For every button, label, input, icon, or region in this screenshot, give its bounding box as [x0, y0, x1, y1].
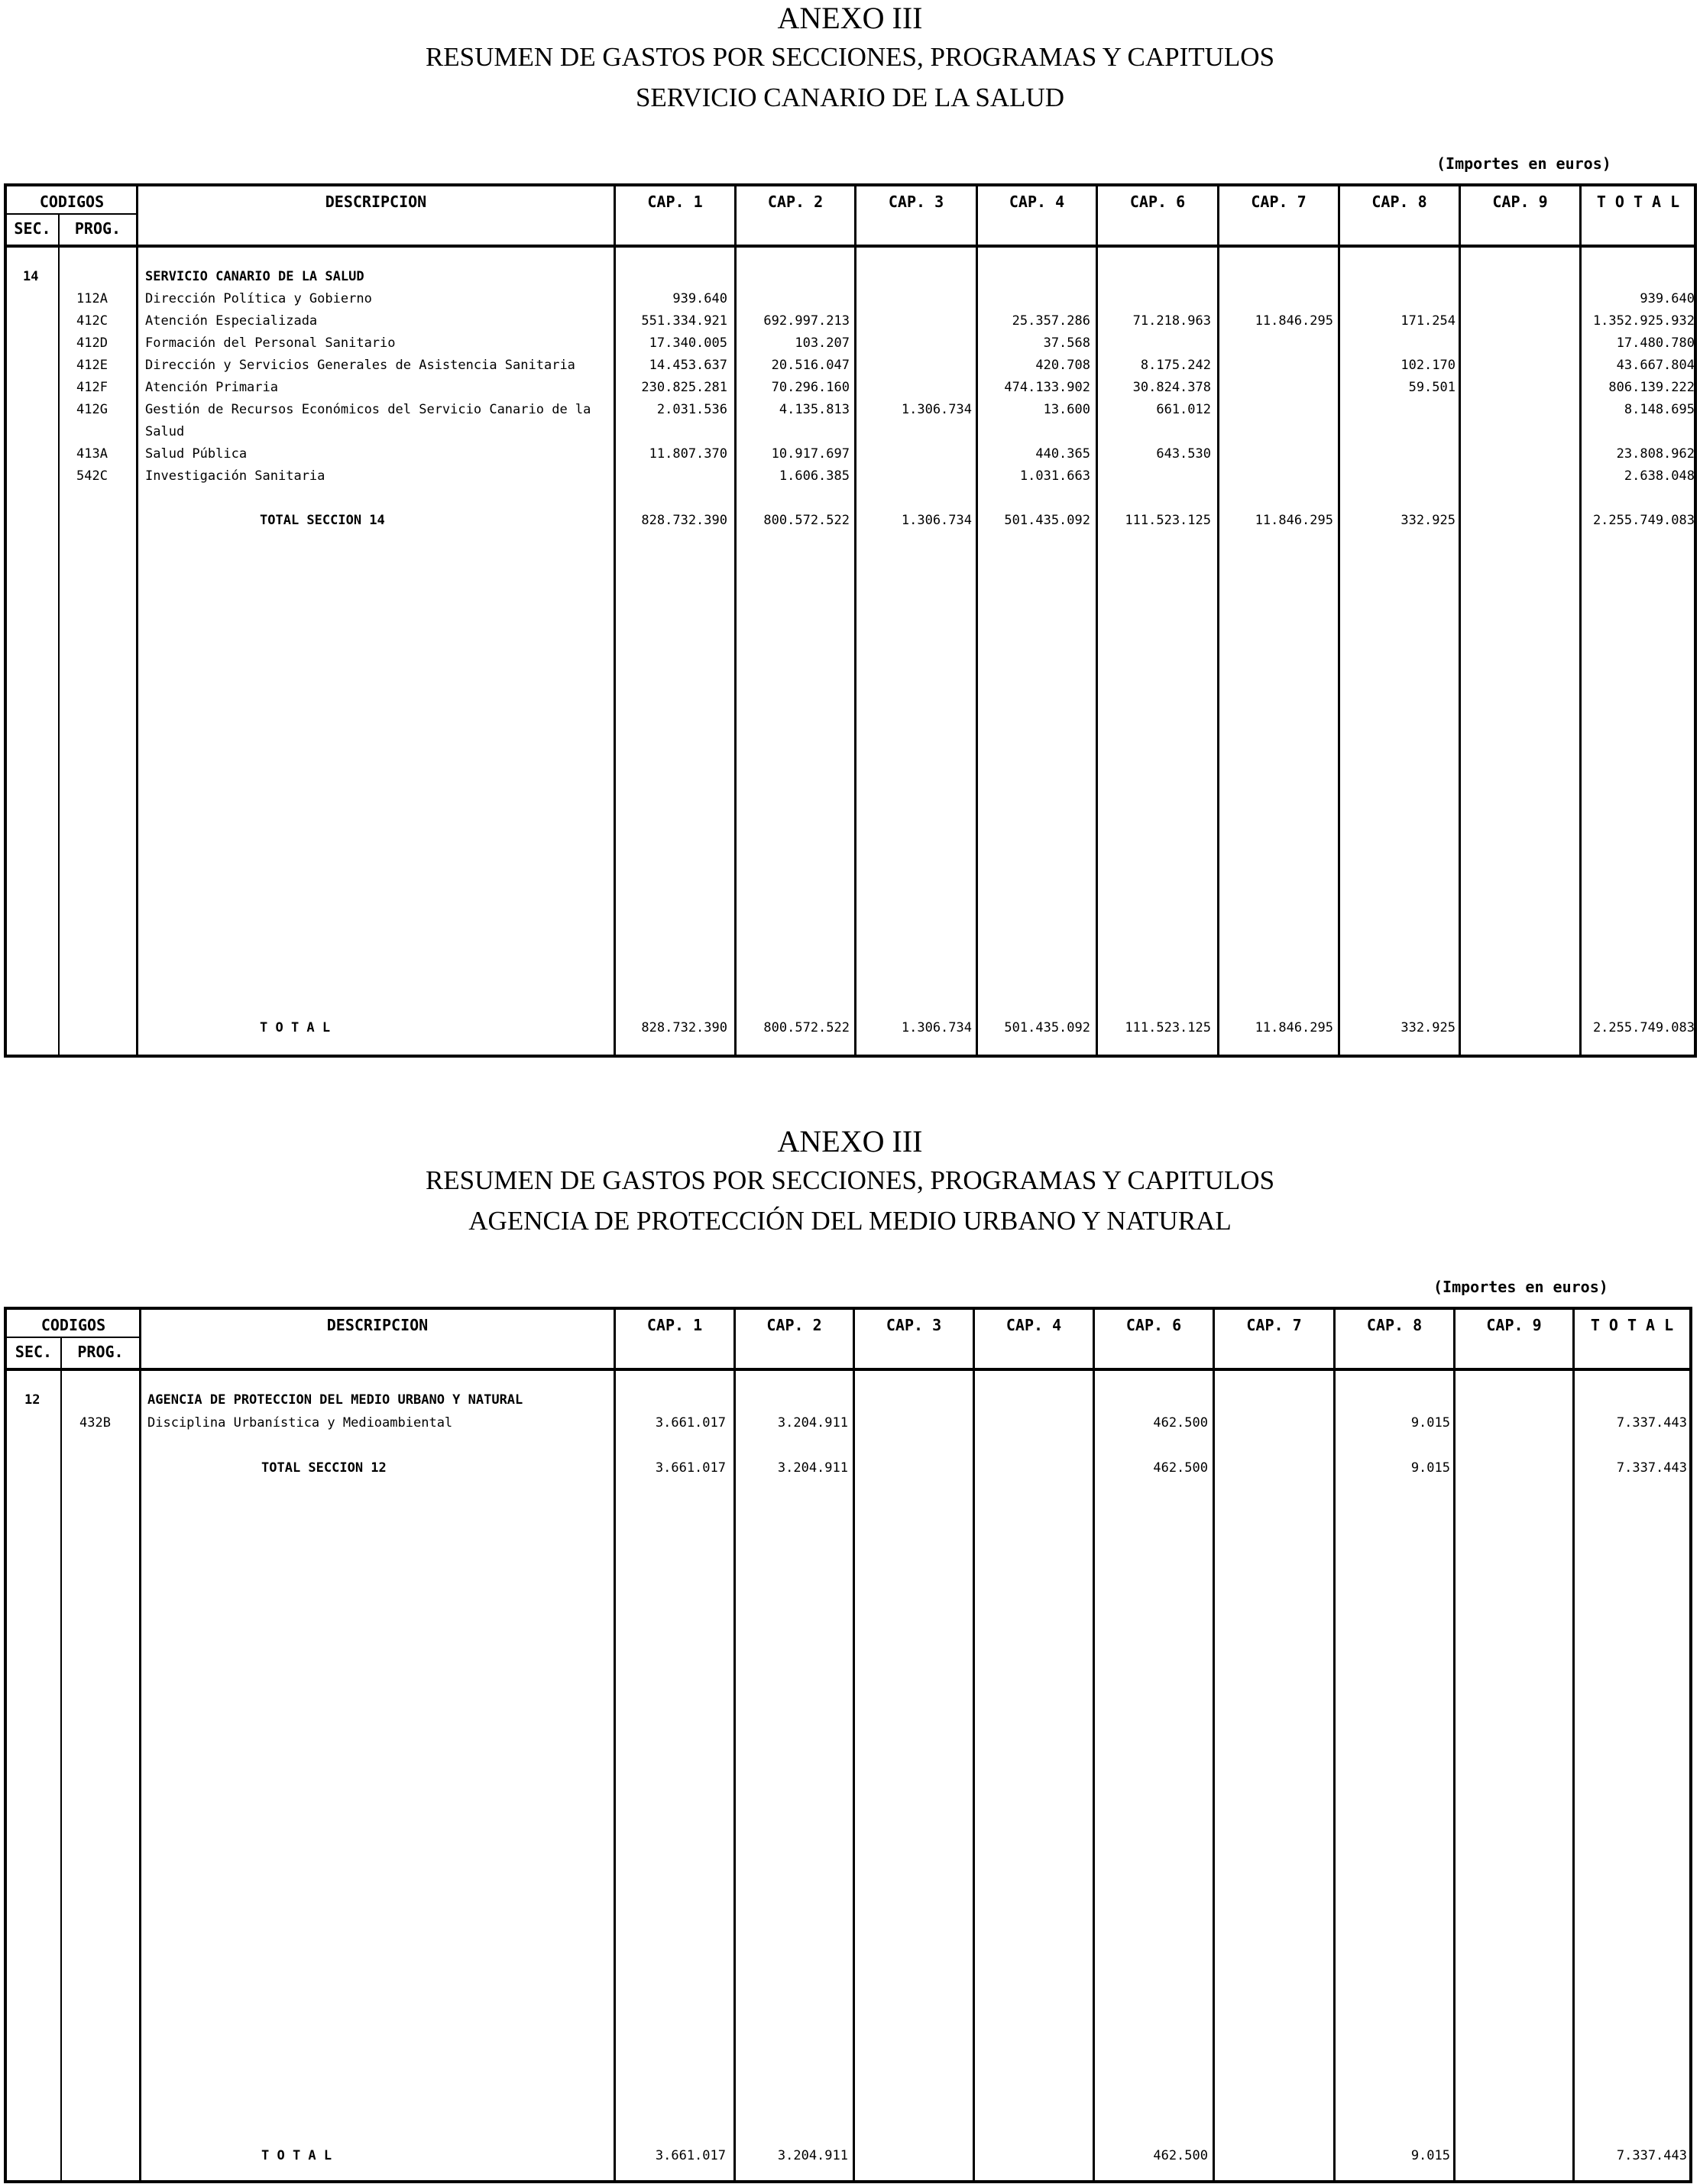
header-cap8: CAP. 8: [1371, 193, 1427, 211]
header-cap6: CAP. 6: [1125, 1316, 1182, 1334]
row-prog-code: 412F: [76, 380, 108, 395]
table-frame: [4, 1307, 1692, 2183]
row-cap1-value: 3.661.017: [655, 1415, 726, 1431]
row-cap1-value: 17.340.005: [649, 335, 727, 351]
grand-total-cap7-value: 11.846.295: [1255, 1020, 1333, 1035]
annex-table-block: [0, 0, 1700, 1070]
row-cap6-value: 643.530: [1156, 446, 1211, 462]
header-cap8: CAP. 8: [1366, 1316, 1423, 1334]
section-name: AGENCIA DE PROTECCION DEL MEDIO URBANO Y NATURAL: [147, 1392, 523, 1408]
row-cap2-value: 70.296.160: [771, 380, 850, 395]
grand-total-cap2-value: 3.204.911: [777, 2148, 848, 2163]
row-cap2-value: 1.606.385: [779, 468, 850, 484]
row-cap1-value: 11.807.370: [649, 446, 727, 462]
row-description: Dirección y Servicios Generales de Asistencia Sanitaria: [145, 358, 575, 373]
row-description: Investigación Sanitaria: [145, 468, 325, 484]
header-descripcion: DESCRIPCION: [325, 193, 427, 211]
header-cap2: CAP. 2: [766, 1316, 822, 1334]
section-total-cap2-value: 3.204.911: [777, 1460, 848, 1476]
grand-total-cap8-value: 9.015: [1410, 2148, 1450, 2163]
section-total-cap8-value: 332.925: [1400, 513, 1456, 528]
grand-total-cap4-value: 501.435.092: [1004, 1020, 1090, 1035]
row-prog-code: 412E: [76, 358, 108, 373]
annex-title: ANEXO III: [777, 1, 923, 35]
header-total: T O T A L: [1596, 193, 1680, 211]
row-description: Formación del Personal Sanitario: [145, 335, 396, 351]
row-cap4-value: 474.133.902: [1004, 380, 1090, 395]
row-description: Salud Pública: [145, 446, 248, 462]
header-cap9: CAP. 9: [1486, 1316, 1542, 1334]
row-cap4-value: 420.708: [1035, 358, 1090, 373]
row-prog-code: 432B: [79, 1415, 111, 1431]
section-total-cap1-value: 828.732.390: [641, 513, 727, 528]
report-subtitle: RESUMEN DE GASTOS POR SECCIONES, PROGRAMAS Y CAPITULOS: [425, 42, 1275, 72]
row-cap2-value: 692.997.213: [763, 313, 850, 329]
row-prog-code: 112A: [76, 291, 108, 306]
header-prog: PROG.: [77, 1343, 124, 1361]
section-total-cap6-value: 462.500: [1153, 1460, 1208, 1476]
section-total-total-value: 7.337.443: [1616, 1460, 1687, 1476]
row-total-value: 7.337.443: [1616, 1415, 1687, 1431]
grand-total-cap3-value: 1.306.734: [901, 1020, 972, 1035]
header-cap7: CAP. 7: [1251, 193, 1307, 211]
section-total-cap3-value: 1.306.734: [901, 513, 972, 528]
section-total-label: TOTAL SECCION 14: [260, 513, 385, 528]
header-sec: SEC.: [15, 1343, 53, 1361]
row-cap8-value: 9.015: [1410, 1415, 1450, 1431]
grand-total-label: T O T A L: [260, 1020, 331, 1035]
row-total-value: 2.638.048: [1624, 468, 1695, 484]
section-total-cap2-value: 800.572.522: [763, 513, 850, 528]
grand-total-cap1-value: 828.732.390: [641, 1020, 727, 1035]
grand-total-cap6-value: 111.523.125: [1125, 1020, 1211, 1035]
row-cap1-value: 551.334.921: [641, 313, 727, 329]
row-cap1-value: 14.453.637: [649, 358, 727, 373]
row-prog-code: 412C: [76, 313, 108, 329]
header-cap3: CAP. 3: [888, 193, 944, 211]
header-descripcion: DESCRIPCION: [326, 1316, 429, 1334]
row-prog-code: 542C: [76, 468, 108, 484]
header-cap7: CAP. 7: [1246, 1316, 1302, 1334]
entity-title: SERVICIO CANARIO DE LA SALUD: [635, 83, 1065, 112]
row-cap1-value: 939.640: [672, 291, 727, 306]
row-cap4-value: 1.031.663: [1019, 468, 1090, 484]
row-cap6-value: 8.175.242: [1140, 358, 1211, 373]
row-cap4-value: 37.568: [1043, 335, 1090, 351]
section-total-cap6-value: 111.523.125: [1125, 513, 1211, 528]
section-total-cap4-value: 501.435.092: [1004, 513, 1090, 528]
section-total-cap1-value: 3.661.017: [655, 1460, 726, 1476]
row-cap3-value: 1.306.734: [901, 402, 972, 417]
grand-total-cap2-value: 800.572.522: [763, 1020, 850, 1035]
row-cap6-value: 462.500: [1153, 1415, 1208, 1431]
row-total-value: 1.352.925.932: [1592, 313, 1695, 329]
section-total-total-value: 2.255.749.083: [1592, 513, 1695, 528]
row-total-value: 806.139.222: [1608, 380, 1695, 395]
annex-title: ANEXO III: [777, 1124, 923, 1158]
row-total-value: 8.148.695: [1624, 402, 1695, 417]
entity-title: AGENCIA DE PROTECCIÓN DEL MEDIO URBANO Y NATURAL: [468, 1206, 1232, 1236]
row-cap8-value: 59.501: [1408, 380, 1456, 395]
row-total-value: 939.640: [1640, 291, 1695, 306]
row-cap6-value: 71.218.963: [1132, 313, 1211, 329]
section-total-cap8-value: 9.015: [1410, 1460, 1450, 1476]
section-name: SERVICIO CANARIO DE LA SALUD: [145, 269, 364, 284]
header-prog: PROG.: [74, 219, 121, 238]
row-description: Atención Primaria: [145, 380, 278, 395]
row-cap8-value: 171.254: [1400, 313, 1456, 329]
row-prog-code: 412D: [76, 335, 108, 351]
row-description: Atención Especializada: [145, 313, 318, 329]
row-cap4-value: 13.600: [1043, 402, 1090, 417]
row-prog-code: 413A: [76, 446, 108, 462]
row-cap1-value: 230.825.281: [641, 380, 727, 395]
header-total: T O T A L: [1590, 1316, 1674, 1334]
header-cap9: CAP. 9: [1492, 193, 1548, 211]
row-cap2-value: 4.135.813: [779, 402, 850, 417]
row-prog-code: 412G: [76, 402, 108, 417]
section-code: 12: [24, 1392, 40, 1408]
header-codigos: CODIGOS: [40, 1316, 106, 1334]
grand-total-cap6-value: 462.500: [1153, 2148, 1208, 2163]
row-cap4-value: 25.357.286: [1012, 313, 1090, 329]
grand-total-total-value: 7.337.443: [1616, 2148, 1687, 2163]
header-codigos: CODIGOS: [39, 193, 105, 211]
report-subtitle: RESUMEN DE GASTOS POR SECCIONES, PROGRAMAS Y CAPITULOS: [425, 1165, 1275, 1195]
annex-table-block: [0, 1123, 1700, 2184]
header-cap2: CAP. 2: [767, 193, 824, 211]
row-cap4-value: 440.365: [1035, 446, 1090, 462]
section-total-cap7-value: 11.846.295: [1255, 513, 1333, 528]
row-cap7-value: 11.846.295: [1255, 313, 1333, 329]
row-description-cont: Salud: [145, 424, 185, 439]
row-cap2-value: 20.516.047: [771, 358, 850, 373]
header-cap4: CAP. 4: [1009, 193, 1065, 211]
grand-total-total-value: 2.255.749.083: [1592, 1020, 1695, 1035]
row-cap6-value: 30.824.378: [1132, 380, 1211, 395]
header-cap4: CAP. 4: [1005, 1316, 1062, 1334]
row-cap1-value: 2.031.536: [656, 402, 727, 417]
section-code: 14: [23, 269, 39, 284]
row-description: Disciplina Urbanística y Medioambiental: [147, 1415, 453, 1431]
header-cap6: CAP. 6: [1129, 193, 1186, 211]
units-note: (Importes en euros): [1436, 154, 1611, 173]
row-cap8-value: 102.170: [1400, 358, 1456, 373]
header-cap3: CAP. 3: [886, 1316, 942, 1334]
grand-total-label: T O T A L: [261, 2148, 332, 2163]
row-cap2-value: 3.204.911: [777, 1415, 848, 1431]
grand-total-cap1-value: 3.661.017: [655, 2148, 726, 2163]
row-total-value: 43.667.804: [1616, 358, 1695, 373]
row-description: Dirección Política y Gobierno: [145, 291, 372, 306]
header-sec: SEC.: [14, 219, 51, 238]
row-total-value: 17.480.780: [1616, 335, 1695, 351]
row-cap2-value: 10.917.697: [771, 446, 850, 462]
row-description: Gestión de Recursos Económicos del Servicio Canario de la: [145, 402, 591, 417]
grand-total-cap8-value: 332.925: [1400, 1020, 1456, 1035]
header-cap1: CAP. 1: [647, 193, 703, 211]
row-total-value: 23.808.962: [1616, 446, 1695, 462]
section-total-label: TOTAL SECCION 12: [261, 1460, 387, 1476]
row-cap6-value: 661.012: [1156, 402, 1211, 417]
row-cap2-value: 103.207: [795, 335, 850, 351]
header-cap1: CAP. 1: [646, 1316, 703, 1334]
units-note: (Importes en euros): [1433, 1278, 1608, 1296]
